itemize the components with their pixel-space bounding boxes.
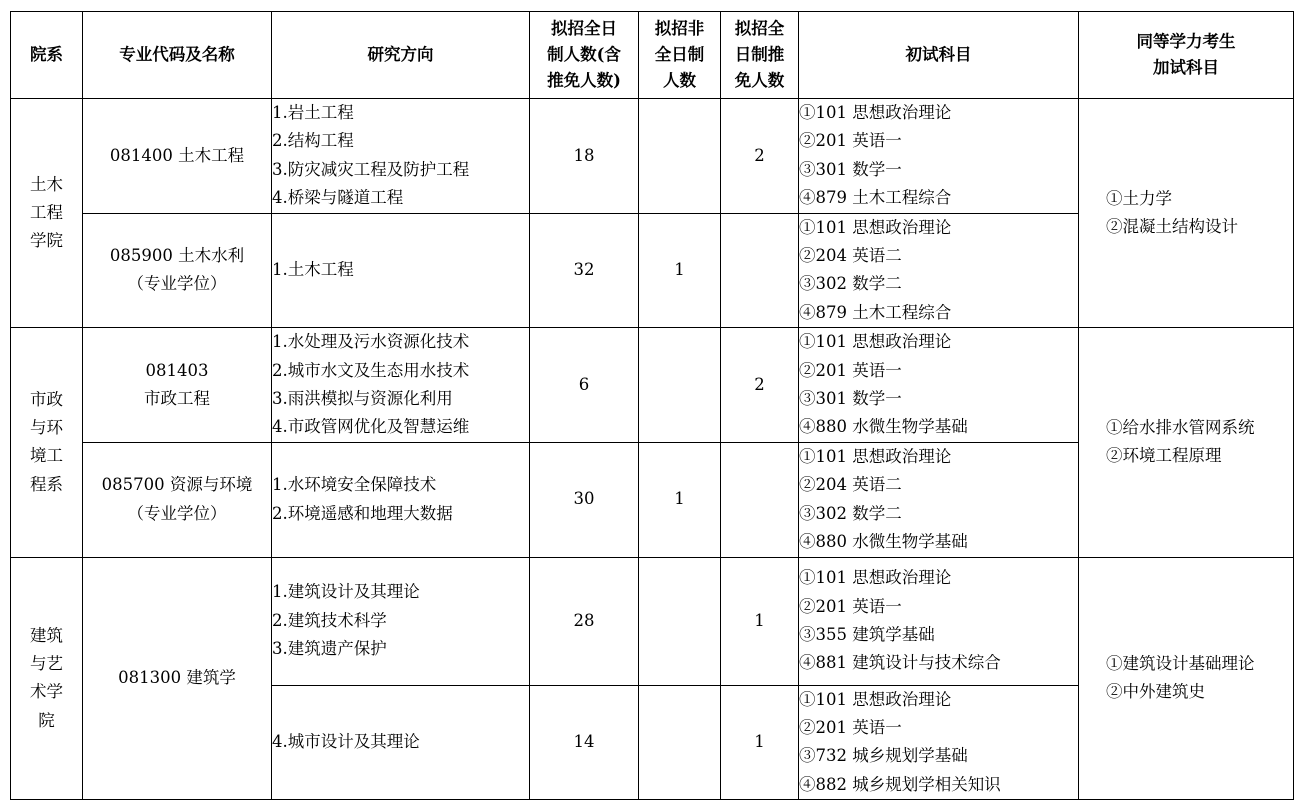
exam-cell: ①101 思想政治理论 ②201 英语一 ③355 建筑学基础 ④881 建筑设计与技术综合 xyxy=(799,557,1079,685)
major-cell: 081300 建筑学 xyxy=(83,557,272,800)
header-extra: 同等学力考生 加试科目 xyxy=(1079,12,1294,99)
recommend-cell: 1 xyxy=(721,557,799,685)
extra-exam-cell: ①给水排水管网系统 ②环境工程原理 xyxy=(1079,328,1294,557)
major-cell: 085700 资源与环境 （专业学位） xyxy=(83,442,272,557)
fulltime-cell: 6 xyxy=(530,328,639,443)
extra-exam-cell: ①建筑设计基础理论 ②中外建筑史 xyxy=(1079,557,1294,800)
exam-cell: ①101 思想政治理论 ②201 英语一 ③301 数学一 ④879 土木工程综合 xyxy=(799,99,1079,214)
fulltime-cell: 30 xyxy=(530,442,639,557)
direction-cell: 1.水环境安全保障技术 2.环境遥感和地理大数据 xyxy=(272,442,530,557)
exam-cell: ①101 思想政治理论 ②204 英语二 ③302 数学二 ④879 土木工程综合 xyxy=(799,213,1079,328)
dept-cell: 土木 工程 学院 xyxy=(11,99,83,328)
direction-cell: 1.水处理及污水资源化技术 2.城市水文及生态用水技术 3.雨洪模拟与资源化利用 4.市政管网优化及智慧运维 xyxy=(272,328,530,443)
dept-cell: 市政 与环 境工 程系 xyxy=(11,328,83,557)
admissions-table xyxy=(10,11,1294,800)
recommend-cell xyxy=(721,442,799,557)
header-dept: 院系 xyxy=(11,12,83,99)
major-cell: 081403 市政工程 xyxy=(83,328,272,443)
direction-cell: 4.城市设计及其理论 xyxy=(272,685,530,800)
table-row xyxy=(11,99,1294,214)
recommend-cell xyxy=(721,213,799,328)
exam-cell: ①101 思想政治理论 ②201 英语一 ③732 城乡规划学基础 ④882 城乡规划学相关知识 xyxy=(799,685,1079,800)
parttime-cell xyxy=(639,99,721,214)
direction-cell: 1.岩土工程 2.结构工程 3.防灾减灾工程及防护工程 4.桥梁与隧道工程 xyxy=(272,99,530,214)
header-recommend: 拟招全 日制推 免人数 xyxy=(721,12,799,99)
extra-exam-cell: ①土力学 ②混凝土结构设计 xyxy=(1079,99,1294,328)
header-major: 专业代码及名称 xyxy=(83,12,272,99)
fulltime-cell: 18 xyxy=(530,99,639,214)
parttime-cell: 1 xyxy=(639,213,721,328)
table-row xyxy=(11,557,1294,685)
header-row xyxy=(11,12,1294,99)
fulltime-cell: 32 xyxy=(530,213,639,328)
recommend-cell: 2 xyxy=(721,99,799,214)
header-fulltime: 拟招全日 制人数(含 推免人数) xyxy=(530,12,639,99)
fulltime-cell: 28 xyxy=(530,557,639,685)
dept-cell: 建筑 与艺 术学 院 xyxy=(11,557,83,800)
major-cell: 085900 土木水利 （专业学位） xyxy=(83,213,272,328)
header-exam: 初试科目 xyxy=(799,12,1079,99)
parttime-cell: 1 xyxy=(639,442,721,557)
recommend-cell: 1 xyxy=(721,685,799,800)
header-parttime: 拟招非 全日制 人数 xyxy=(639,12,721,99)
direction-cell: 1.土木工程 xyxy=(272,213,530,328)
header-direction: 研究方向 xyxy=(272,12,530,99)
direction-cell: 1.建筑设计及其理论 2.建筑技术科学 3.建筑遗产保护 xyxy=(272,557,530,685)
major-cell: 081400 土木工程 xyxy=(83,99,272,214)
table-row xyxy=(11,328,1294,443)
fulltime-cell: 14 xyxy=(530,685,639,800)
parttime-cell xyxy=(639,685,721,800)
exam-cell: ①101 思想政治理论 ②204 英语二 ③302 数学二 ④880 水微生物学基础 xyxy=(799,442,1079,557)
exam-cell: ①101 思想政治理论 ②201 英语一 ③301 数学一 ④880 水微生物学基础 xyxy=(799,328,1079,443)
recommend-cell: 2 xyxy=(721,328,799,443)
parttime-cell xyxy=(639,328,721,443)
parttime-cell xyxy=(639,557,721,685)
